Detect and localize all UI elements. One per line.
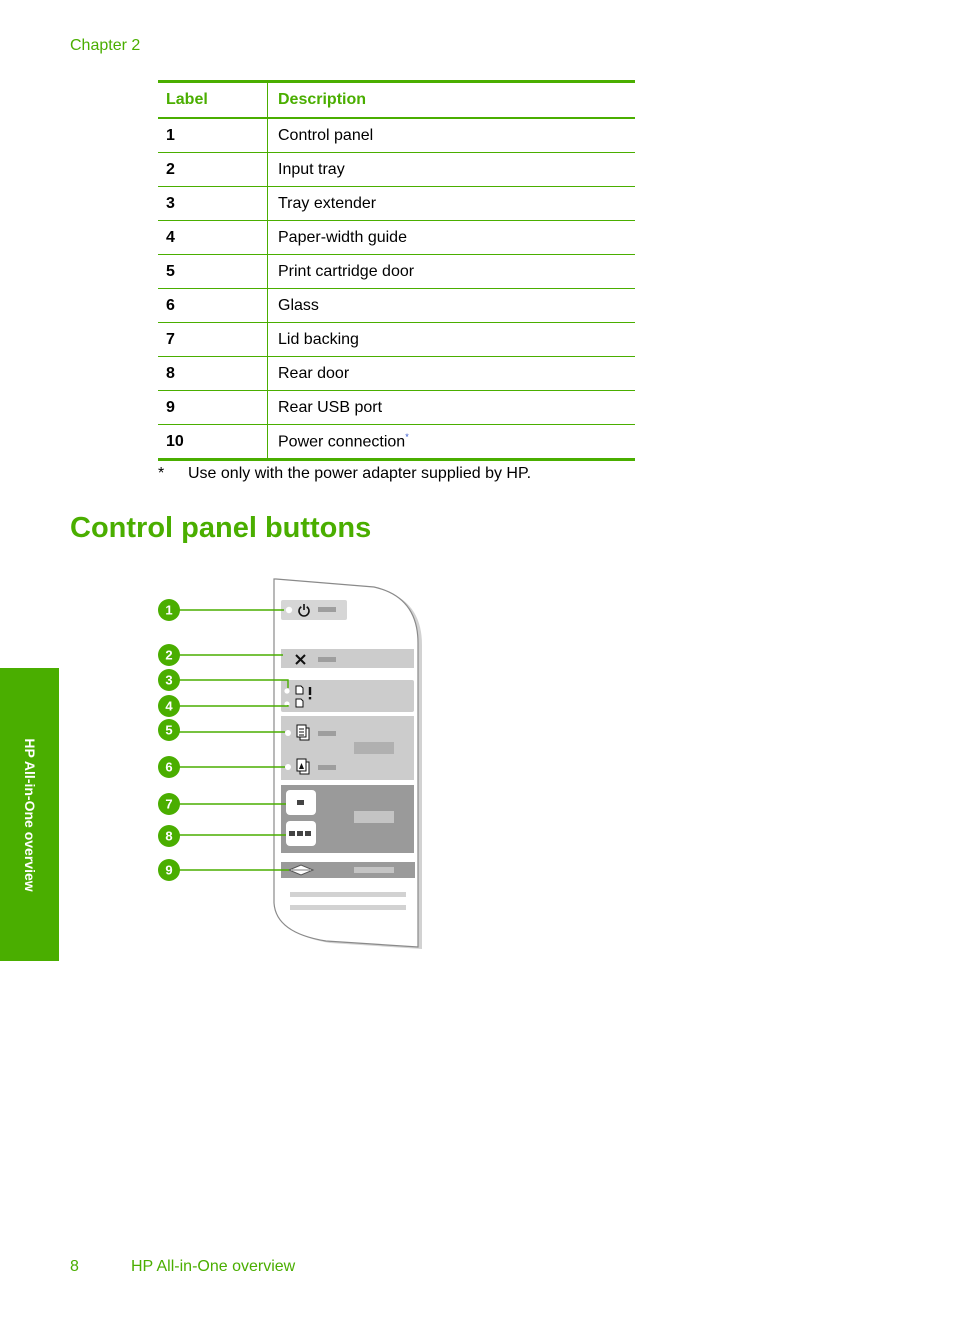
bw-copy-label-bar [318,731,336,736]
callout-2 [158,644,180,666]
panel-stripe [290,892,406,897]
row-description: Lid backing [268,323,636,357]
row-label: 3 [158,187,268,221]
photo-paper-icon [296,699,303,707]
footnote-reference[interactable]: * [405,431,409,442]
table-row [158,118,635,153]
table-row [158,357,635,391]
table-row [158,187,635,221]
row-label: 4 [158,221,268,255]
callout-1 [158,599,180,621]
row-label: 5 [158,255,268,289]
svg-text:5: 5 [165,722,173,738]
photo-section-label-bar [354,811,394,823]
table-row [158,323,635,357]
power-label-bar [318,607,336,612]
callout-3 [158,669,180,691]
svg-text:1: 1 [165,602,173,618]
plain-paper-light-icon [284,688,289,693]
row-description: Rear USB port [268,391,636,425]
row-label: 1 [158,118,268,153]
callout-9 [158,859,180,881]
row-description: Print cartridge door [268,255,636,289]
parts-table [158,80,635,461]
row-label: 7 [158,323,268,357]
svg-text:3: 3 [165,672,173,688]
row-description: Control panel [268,118,636,153]
table-header-row [158,82,635,119]
callout-4 [158,695,180,717]
chapter-label: Chapter 2 [70,37,141,54]
section-title: Control panel buttons [70,512,372,544]
scan-label-bar [354,867,394,873]
panel-stripe [290,905,406,910]
row-description-text: Power connection [278,433,406,451]
svg-text:9: 9 [165,862,173,878]
color-copy-light-icon [285,764,291,770]
row-description: Rear door [268,357,636,391]
column-header-description: Description [268,82,636,119]
control-panel-diagram [150,575,435,955]
check-paper-icon [309,687,311,699]
svg-text:4: 4 [165,698,173,714]
table-row [158,391,635,425]
table-footnote [158,465,531,483]
svg-text:8: 8 [165,828,173,844]
row-label: 8 [158,357,268,391]
callout-8 [158,825,180,847]
chapter-side-tab [0,668,59,961]
leader-lines [178,610,289,870]
svg-text:7: 7 [165,796,173,812]
table-row [158,153,635,187]
callout-7 [158,793,180,815]
footnote-text: Use only with the power adapter supplied by HP. [188,465,532,482]
callout-6 [158,756,180,778]
svg-text:2: 2 [165,647,173,663]
table-row [158,255,635,289]
row-description: Input tray [268,153,636,187]
cancel-label-bar [318,657,336,662]
column-header-label: Label [158,82,268,119]
table-row [158,221,635,255]
row-label: 2 [158,153,268,187]
footer-title: HP All-in-One overview [131,1258,296,1275]
row-description: Glass [268,289,636,323]
copy-section-label-bar [354,742,394,754]
row-label: 10 [158,425,268,460]
footnote-symbol: * [158,465,165,482]
plain-paper-icon [296,686,303,694]
row-label: 6 [158,289,268,323]
color-copy-label-bar [318,765,336,770]
one-photo-icon [297,800,304,805]
svg-text:6: 6 [165,759,173,775]
callout-5 [158,719,180,741]
side-tab-label: HP All-in-One overview [21,737,38,892]
row-description: Tray extender [268,187,636,221]
power-light-icon [286,607,292,613]
table-row [158,425,635,460]
multi-photo-icon [289,831,311,836]
row-label: 9 [158,391,268,425]
table-row [158,289,635,323]
bw-copy-light-icon [285,730,291,736]
page-number: 8 [70,1258,79,1275]
row-description [268,425,636,460]
row-description: Paper-width guide [268,221,636,255]
